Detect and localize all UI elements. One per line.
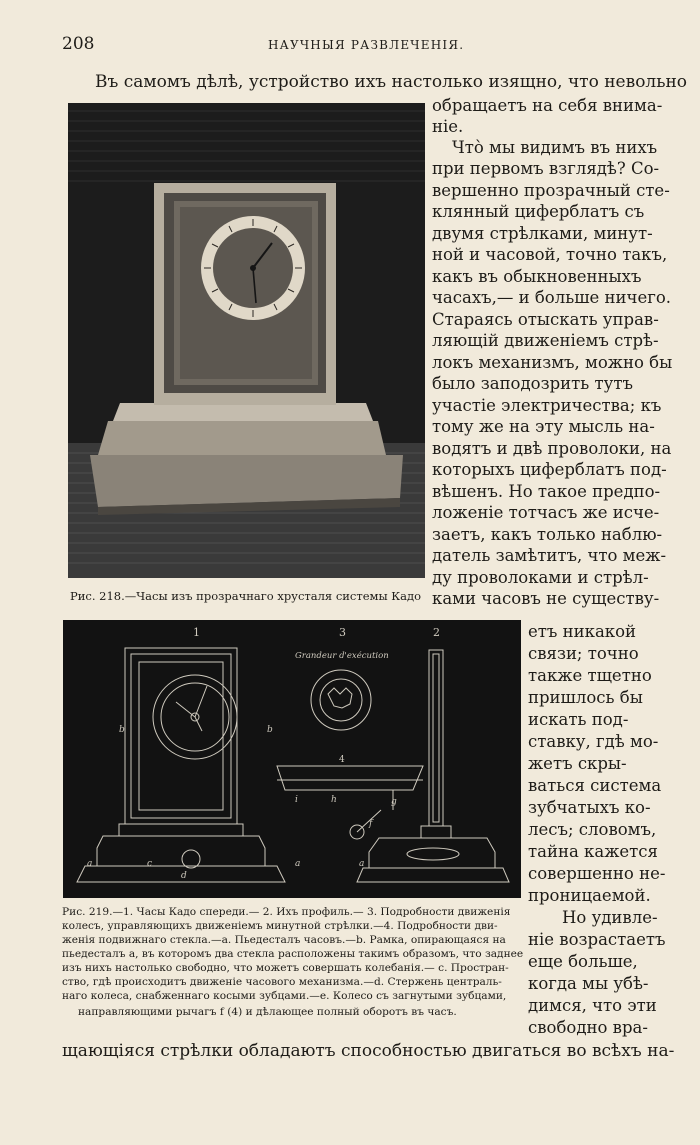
text-line: при первомъ взглядѣ? Со- <box>432 159 660 178</box>
text-line: клянный циферблатъ съ <box>432 202 645 221</box>
text-line: вершенно прозрачный сте- <box>432 181 670 200</box>
text-line: двумя стрѣлками, минут- <box>432 224 653 243</box>
text-line: ложеніе тотчасъ же исче- <box>432 503 660 522</box>
figure-letter: b <box>119 725 125 735</box>
text-line: было заподозрить тутъ <box>432 374 633 393</box>
text-line: еще больше, <box>528 952 638 971</box>
text-line: водятъ и двѣ проволоки, на <box>432 439 672 458</box>
text-line: вѣшенъ. Но такое предпо- <box>432 482 661 501</box>
figure-219-drawing <box>63 620 521 898</box>
text-line: локъ механизмъ, можно бы <box>432 353 673 372</box>
text-line: тому же на эту мысль на- <box>432 417 655 436</box>
text-line: Стараясь отыскать управ- <box>432 310 659 329</box>
figure-letter: g <box>391 797 397 807</box>
text-line: свободно вра- <box>528 1018 648 1037</box>
text-line: также тщетно <box>528 666 652 685</box>
text-line: ставку, гдѣ мо- <box>528 732 659 751</box>
text-line: искать под- <box>528 710 629 729</box>
text-line: которыхъ циферблатъ под- <box>432 460 667 479</box>
text-line: етъ никакой <box>528 622 637 641</box>
figure-218 <box>68 103 425 578</box>
intro-line: Въ самомъ дѣлѣ, устройство ихъ настолько изящно, что невольно <box>95 72 688 92</box>
text-line: связи; точно <box>528 644 639 663</box>
text-line: лесъ; словомъ, <box>528 820 657 839</box>
figure-inscription: Grandeur d'exécution <box>295 651 389 661</box>
text-line: Что̀ мы видимъ въ нихъ <box>452 138 658 157</box>
page-number: 208 <box>62 34 95 54</box>
text-line: участіе электричества; къ <box>432 396 662 415</box>
figure-letter: a <box>295 859 301 869</box>
caption-line: изъ нихъ настолько свободно, что можетъ совершать колебанія.— c. Простран- <box>62 962 509 974</box>
panel-number-3: 3 <box>339 626 346 639</box>
figure-letter: a <box>87 859 93 869</box>
text-line: ніе возрастаетъ <box>528 930 666 949</box>
panel-number-2: 2 <box>433 626 440 639</box>
figure-letter: b <box>267 725 273 735</box>
text-line: жетъ скры- <box>528 754 627 773</box>
figure-letter: c <box>147 859 153 869</box>
figure-letter: 4 <box>339 755 345 765</box>
text-line: зубчатыхъ ко- <box>528 798 651 817</box>
caption-line: ство, гдѣ происходитъ движеніе часового механизма.—d. Стержень централь- <box>62 976 502 988</box>
text-line: часахъ,— и больше ничего. <box>432 288 672 307</box>
caption-line: женія подвижнаго стекла.—a. Пьедесталъ часовъ.—b. Рамка, опирающаяся на <box>62 934 506 946</box>
figure-letter: h <box>331 795 337 805</box>
caption-line: направляющими рычагъ f (4) и дѣлающее полный оборотъ въ часъ. <box>78 1006 457 1018</box>
text-line: ду проволоками и стрѣл- <box>432 568 649 587</box>
text-line: когда мы убѣ- <box>528 974 649 993</box>
panel-number-1: 1 <box>193 626 200 639</box>
figure-218-caption: Рис. 218.—Часы изъ прозрачнаго хрусталя системы Кадо <box>70 589 422 603</box>
text-line: совершенно не- <box>528 864 666 883</box>
figure-219 <box>63 620 521 898</box>
caption-line: колесъ, управляющихъ движеніемъ минутной стрѣлки.—4. Подробности дви- <box>62 920 498 932</box>
text-line: заетъ, какъ только наблю- <box>432 525 663 544</box>
last-line: щающіяся стрѣлки обладаютъ способностью двигаться во всѣхъ на- <box>62 1041 675 1061</box>
text-line: датель замѣтитъ, что меж- <box>432 546 667 565</box>
text-line: ніе. <box>432 117 464 136</box>
text-line: ляющій движеніемъ стрѣ- <box>432 331 659 350</box>
figure-letter: a <box>359 859 365 869</box>
figure-letter: f <box>369 819 373 829</box>
figure-letter: d <box>181 871 187 881</box>
text-line: обращаетъ на себя внима- <box>432 96 663 115</box>
caption-line: Рис. 219.—1. Часы Кадо спереди.— 2. Ихъ профиль.— 3. Подробности движенія <box>62 906 511 918</box>
text-line: ваться система <box>528 776 662 795</box>
text-line: какъ въ обыкновенныхъ <box>432 267 642 286</box>
figure-letter: i <box>295 795 298 805</box>
running-title: НАУЧНЫЯ РАЗВЛЕЧЕНІЯ. <box>268 38 465 52</box>
caption-line: наго колеса, снабженнаго косыми зубцами.—e. Колесо съ загнутыми зубцами, <box>62 990 507 1002</box>
text-line: пришлось бы <box>528 688 643 707</box>
text-line: Но удивле- <box>562 908 658 927</box>
figure-218-engraving <box>68 103 425 578</box>
text-line: тайна кажется <box>528 842 658 861</box>
text-line: проницаемой. <box>528 886 651 905</box>
text-line: димся, что эти <box>528 996 657 1015</box>
text-line: ной и часовой, точно такъ, <box>432 245 668 264</box>
caption-line: пьедесталъ a, въ которомъ два стекла расположены такимъ образомъ, что заднее <box>62 948 524 960</box>
text-line: ками часовъ не существу- <box>432 589 660 608</box>
